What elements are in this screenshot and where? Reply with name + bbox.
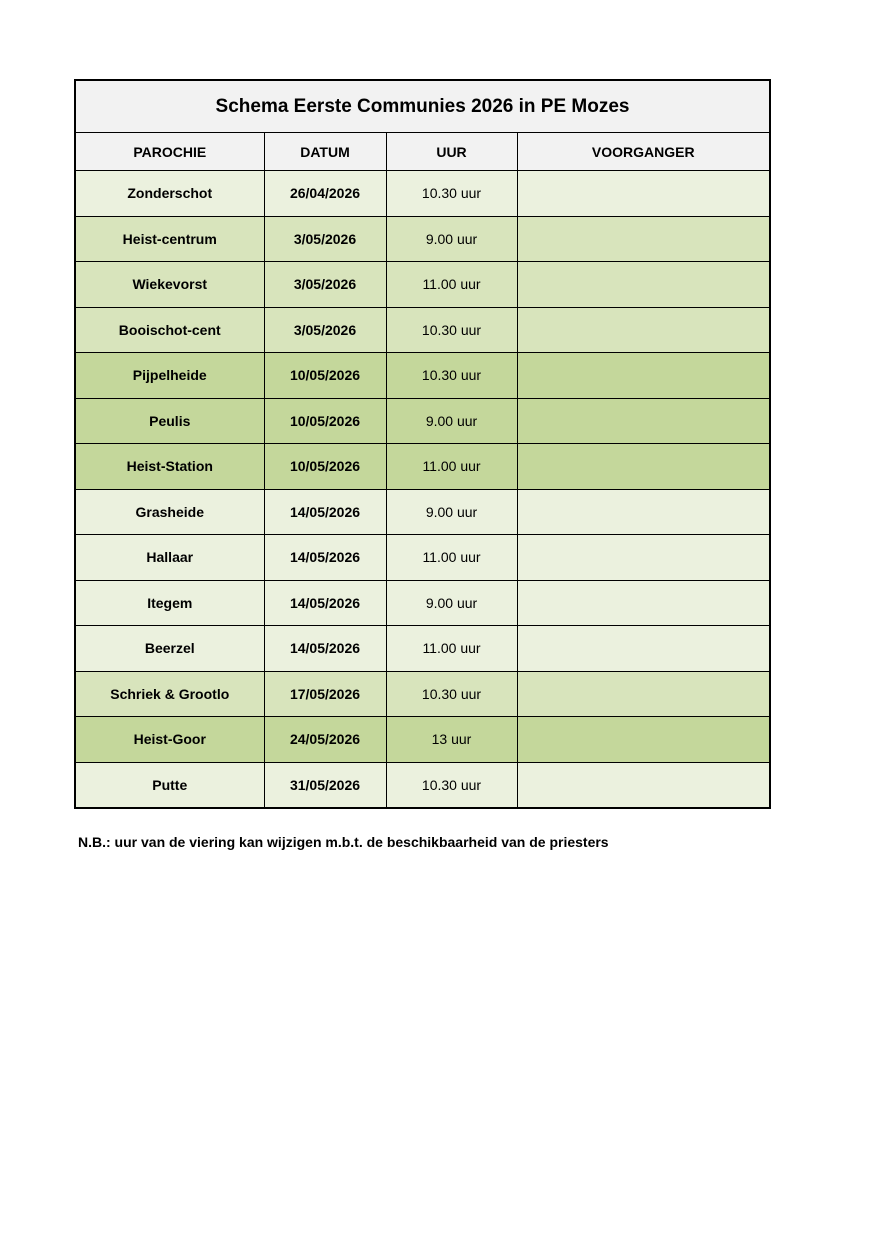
date-cell: 10/05/2026 — [264, 398, 386, 444]
parish-cell: Pijpelheide — [75, 353, 264, 399]
footnote: N.B.: uur van de viering kan wijzigen m.b.t. de beschikbaarheid van de priesters — [78, 834, 609, 850]
parish-cell: Peulis — [75, 398, 264, 444]
time-cell: 10.30 uur — [386, 353, 517, 399]
date-cell: 3/05/2026 — [264, 262, 386, 308]
parish-cell: Heist-Station — [75, 444, 264, 490]
leader-cell — [517, 671, 770, 717]
leader-cell — [517, 444, 770, 490]
column-header-voorganger: VOORGANGER — [517, 133, 770, 171]
leader-cell — [517, 216, 770, 262]
date-cell: 14/05/2026 — [264, 626, 386, 672]
time-cell: 11.00 uur — [386, 626, 517, 672]
time-cell: 9.00 uur — [386, 489, 517, 535]
parish-cell: Wiekevorst — [75, 262, 264, 308]
time-cell: 13 uur — [386, 717, 517, 763]
table-row — [75, 307, 770, 353]
leader-cell — [517, 535, 770, 581]
table-row — [75, 216, 770, 262]
date-cell: 10/05/2026 — [264, 444, 386, 490]
date-cell: 31/05/2026 — [264, 762, 386, 808]
title-row — [75, 80, 770, 133]
parish-cell: Itegem — [75, 580, 264, 626]
date-cell: 14/05/2026 — [264, 580, 386, 626]
parish-cell: Zonderschot — [75, 171, 264, 217]
column-header-parochie: PAROCHIE — [75, 133, 264, 171]
date-cell: 26/04/2026 — [264, 171, 386, 217]
parish-cell: Beerzel — [75, 626, 264, 672]
time-cell: 11.00 uur — [386, 535, 517, 581]
table-row — [75, 262, 770, 308]
leader-cell — [517, 171, 770, 217]
table-row — [75, 626, 770, 672]
table-row — [75, 535, 770, 581]
time-cell: 10.30 uur — [386, 762, 517, 808]
table-row — [75, 717, 770, 763]
leader-cell — [517, 262, 770, 308]
table-row — [75, 398, 770, 444]
parish-cell: Heist-Goor — [75, 717, 264, 763]
header-row — [75, 133, 770, 171]
leader-cell — [517, 626, 770, 672]
time-cell: 9.00 uur — [386, 580, 517, 626]
parish-cell: Booischot-cent — [75, 307, 264, 353]
schedule-table — [74, 79, 771, 809]
schedule-body — [75, 80, 770, 808]
parish-cell: Hallaar — [75, 535, 264, 581]
table-row — [75, 444, 770, 490]
table-row — [75, 171, 770, 217]
parish-cell: Grasheide — [75, 489, 264, 535]
time-cell: 9.00 uur — [386, 398, 517, 444]
table-row — [75, 671, 770, 717]
parish-cell: Putte — [75, 762, 264, 808]
table-title: Schema Eerste Communies 2026 in PE Mozes — [75, 80, 770, 133]
parish-cell: Heist-centrum — [75, 216, 264, 262]
leader-cell — [517, 489, 770, 535]
leader-cell — [517, 307, 770, 353]
date-cell: 14/05/2026 — [264, 489, 386, 535]
column-header-datum: DATUM — [264, 133, 386, 171]
leader-cell — [517, 717, 770, 763]
table-row — [75, 580, 770, 626]
table-row — [75, 489, 770, 535]
time-cell: 11.00 uur — [386, 444, 517, 490]
column-header-uur: UUR — [386, 133, 517, 171]
parish-cell: Schriek & Grootlo — [75, 671, 264, 717]
leader-cell — [517, 353, 770, 399]
time-cell: 10.30 uur — [386, 671, 517, 717]
date-cell: 3/05/2026 — [264, 216, 386, 262]
date-cell: 14/05/2026 — [264, 535, 386, 581]
table-row — [75, 762, 770, 808]
date-cell: 3/05/2026 — [264, 307, 386, 353]
time-cell: 9.00 uur — [386, 216, 517, 262]
date-cell: 17/05/2026 — [264, 671, 386, 717]
time-cell: 11.00 uur — [386, 262, 517, 308]
time-cell: 10.30 uur — [386, 307, 517, 353]
leader-cell — [517, 580, 770, 626]
leader-cell — [517, 398, 770, 444]
date-cell: 24/05/2026 — [264, 717, 386, 763]
date-cell: 10/05/2026 — [264, 353, 386, 399]
leader-cell — [517, 762, 770, 808]
time-cell: 10.30 uur — [386, 171, 517, 217]
table-row — [75, 353, 770, 399]
